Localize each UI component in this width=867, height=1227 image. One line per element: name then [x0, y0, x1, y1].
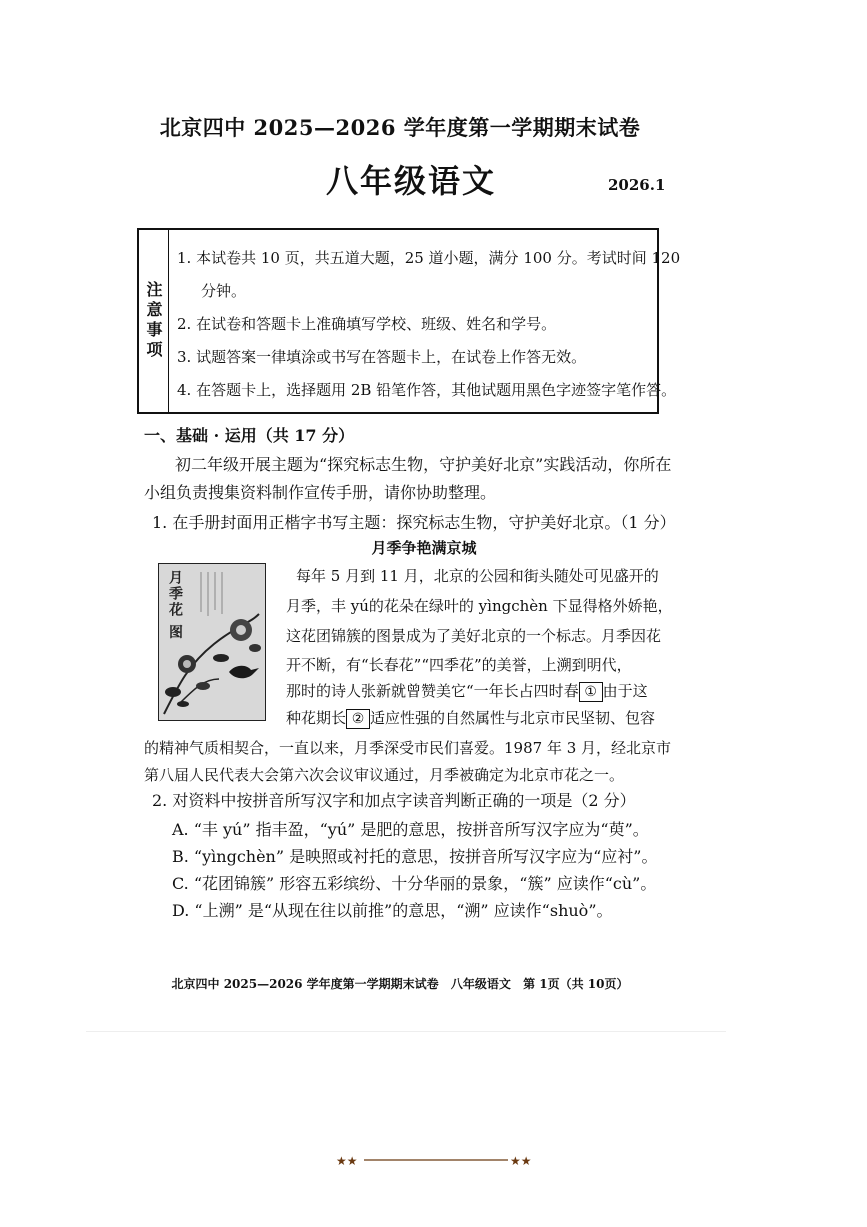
exam-title: 北京四中 2025—2026 学年度第一学期期末试卷	[159, 115, 641, 140]
article-line: 第八届人民代表大会第六次会议审议通过，月季被确定为北京市花之一。	[144, 766, 625, 784]
subject-title: 八年级语文	[326, 162, 497, 200]
article-title: 月季争艳满京城	[371, 539, 477, 557]
article-line: 那时的诗人张新就曾赞美它“一年长占四时春 ① 由于这	[286, 682, 648, 700]
article-line: 开不断，有“长春花”“四季花”的美誉，上溯到明代，	[286, 656, 632, 674]
divider	[86, 1031, 726, 1032]
notice-list	[177, 242, 681, 407]
section-heading: 一、基础 · 运用（共 17 分）	[144, 426, 355, 445]
chinese-painting-image	[158, 563, 266, 721]
notice-item: 分钟。	[201, 282, 247, 300]
article-line: 的精神气质相契合，一直以来，月季深受市民们喜爱。1987 年 3 月，经北京市	[144, 739, 672, 757]
notice-item: 3. 试题答案一律填涂或书写在答题卡上，在试卷上作答无效。	[177, 348, 587, 366]
notice-item: 1. 本试卷共 10 页，共五道大题，25 道小题，满分 100 分。考试时间 120	[177, 249, 681, 267]
exam-date: 2026.1	[608, 176, 666, 194]
painting-caption: 月季花 图	[167, 570, 183, 641]
option-a: A. “丰 yú” 指丰盈，“yú” 是肥的意思，按拼音所写汉字应为“萸”。	[172, 820, 649, 839]
option-c: C. “花团锦簇” 形容五彩缤纷、十分华丽的景象，“簇” 应读作“cù”。	[172, 874, 657, 893]
svg-text:★★: ★★	[336, 1154, 358, 1168]
intro-line: 初二年级开展主题为“探究标志生物，守护美好北京”实践活动，你所在	[175, 455, 672, 474]
article-line: 月季，丰 yú的花朵在绿叶的 yìngchèn 下显得格外娇艳，	[286, 597, 673, 615]
svg-text:★★: ★★	[510, 1154, 532, 1168]
notice-label: 注意事项	[139, 230, 169, 412]
article-line: 每年 5 月到 11 月，北京的公园和街头随处可见盛开的	[296, 567, 659, 585]
footer-subject: 八年级语文	[450, 977, 511, 991]
option-d: D. “上溯” 是“从现在往以前推”的意思，“溯” 应读作“shuò”。	[172, 901, 613, 920]
intro-line: 小组负责搜集资料制作宣传手册，请你协助整理。	[144, 483, 497, 502]
blank-box-1: ①	[579, 682, 603, 702]
footer-page: 第 1页（共 10页）	[523, 977, 629, 991]
star-ornament	[336, 1150, 536, 1170]
option-b: B. “yìngchèn” 是映照或衬托的意思，按拼音所写汉字应为“应衬”。	[172, 847, 658, 866]
notice-item: 2. 在试卷和答题卡上准确填写学校、班级、姓名和学号。	[177, 315, 557, 333]
footer-exam: 北京四中 2025—2026 学年度第一学期期末试卷	[171, 977, 439, 991]
page-footer	[0, 975, 800, 992]
article-line: 种花期长 ② 适应性强的自然属性与北京市民坚韧、包容	[286, 709, 656, 727]
blank-box-2: ②	[346, 709, 370, 729]
question-2-stem: 2. 对资料中按拼音所写汉字和加点字读音判断正确的一项是（2 分）	[152, 791, 636, 810]
notice-box	[137, 228, 681, 414]
notice-item: 4. 在答题卡上，选择题用 2B 铅笔作答，其他试题用黑色字迹签字笔作答。	[177, 381, 677, 399]
question-1: 1. 在手册封面用正楷字书写主题：探究标志生物，守护美好北京。（1 分）	[152, 513, 676, 532]
flower-bird-drawing	[159, 564, 266, 721]
article-line: 这花团锦簇的图景成为了美好北京的一个标志。月季因花	[286, 627, 662, 645]
